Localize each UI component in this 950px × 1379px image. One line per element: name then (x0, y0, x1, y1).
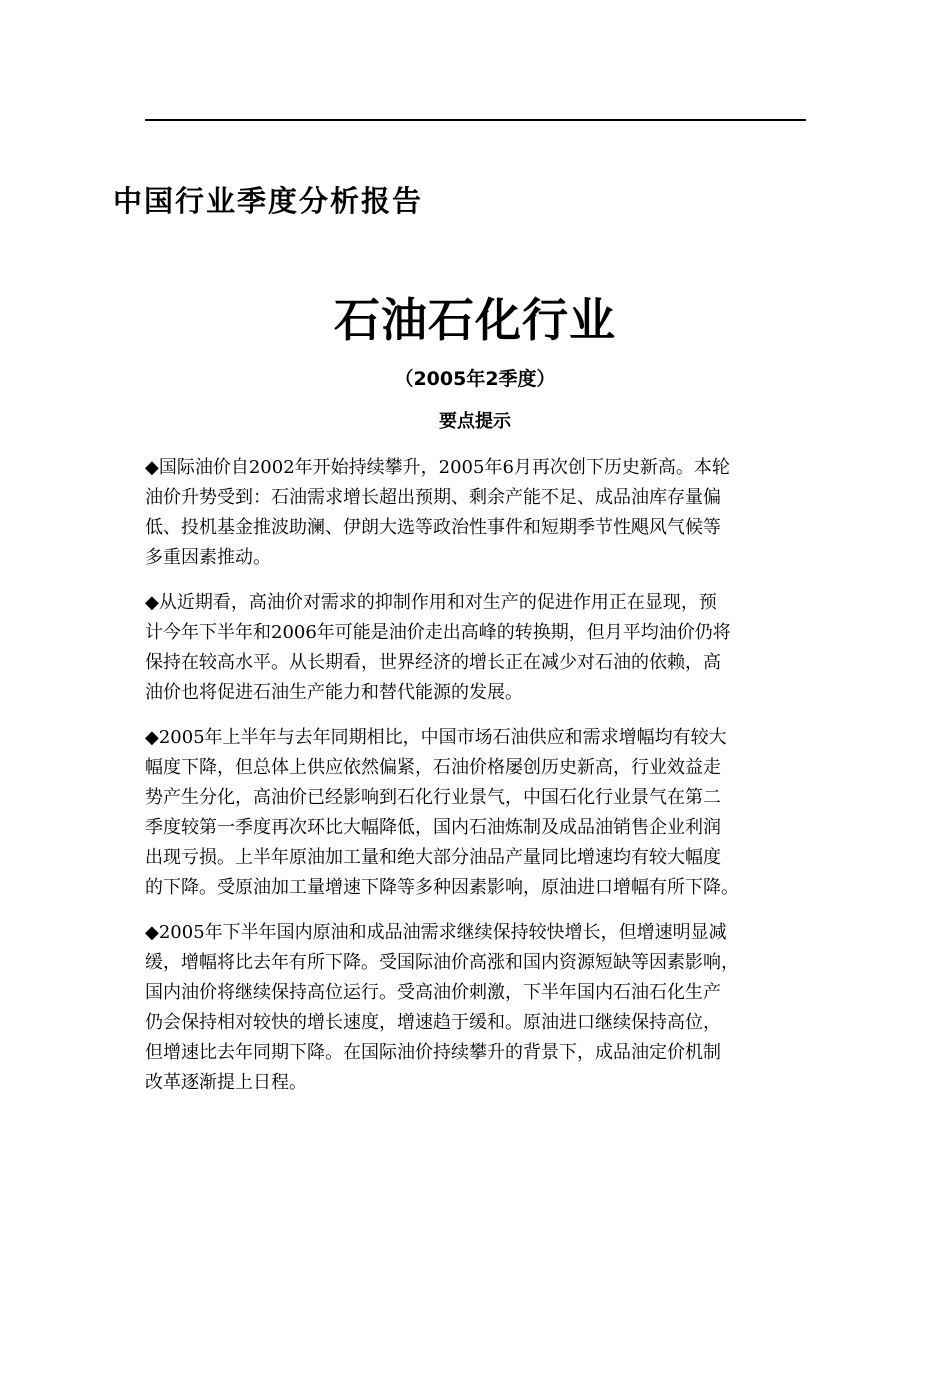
key-points-list (145, 453, 813, 1113)
key-point-4 (145, 918, 813, 1098)
key-point-line: 仍会保持相对较快的增长速度，增速趋于缓和。原油进口继续保持高位， (145, 1012, 721, 1033)
key-point-line: 但增速比去年同期下降。在国际油价持续攀升的背景下，成品油定价机制 (145, 1042, 721, 1063)
report-period: （2005年2季度） (394, 368, 556, 390)
page-title: 石油石化行业 (334, 293, 616, 347)
key-point-line: 季度较第一季度再次环比大幅降低，国内石油炼制及成品油销售企业利润 (145, 817, 721, 838)
key-point-line: 计今年下半年和2006年可能是油价走出高峰的转换期，但月平均油价仍将 (145, 622, 731, 643)
key-point-line: ◆2005年上半年与去年同期相比，中国市场石油供应和需求增幅均有较大 (145, 727, 727, 748)
key-point-3 (145, 723, 813, 903)
key-point-line: 国内油价将继续保持高位运行。受高油价刺激，下半年国内石油石化生产 (145, 982, 721, 1003)
report-series-title: 中国行业季度分析报告 (113, 184, 424, 218)
key-point-line: 改革逐渐提上日程。 (145, 1072, 307, 1093)
key-point-line: 油价升势受到：石油需求增长超出预期、剩余产能不足、成品油库存量偏 (145, 487, 721, 508)
key-point-line: ◆2005年下半年国内原油和成品油需求继续保持较快增长，但增速明显减 (145, 922, 727, 943)
key-point-line: 势产生分化，高油价已经影响到石化行业景气，中国石化行业景气在第二 (145, 787, 721, 808)
key-point-2 (145, 588, 813, 708)
key-points-heading: 要点提示 (439, 411, 511, 432)
key-point-line: 保持在较高水平。从长期看，世界经济的增长正在减少对石油的依赖，高 (145, 652, 721, 673)
key-point-line: 低、投机基金推波助澜、伊朗大选等政治性事件和短期季节性飓风气候等 (145, 517, 721, 538)
key-point-1 (145, 453, 813, 573)
key-point-line: ◆从近期看，高油价对需求的抑制作用和对生产的促进作用正在显现，预 (145, 592, 717, 613)
key-point-line: 多重因素推动。 (145, 547, 271, 568)
key-point-line: 幅度下降，但总体上供应依然偏紧，石油价格屡创历史新高，行业效益走 (145, 757, 721, 778)
key-point-line: ◆国际油价自2002年开始持续攀升，2005年6月再次创下历史新高。本轮 (145, 457, 730, 478)
key-point-line: 缓，增幅将比去年有所下降。受国际油价高涨和国内资源短缺等因素影响， (145, 952, 739, 973)
header-rule (145, 119, 806, 121)
key-point-line: 油价也将促进石油生产能力和替代能源的发展。 (145, 682, 523, 703)
key-point-line: 的下降。受原油加工量增速下降等多种因素影响，原油进口增幅有所下降。 (145, 877, 739, 898)
key-point-line: 出现亏损。上半年原油加工量和绝大部分油品产量同比增速均有较大幅度 (145, 847, 721, 868)
